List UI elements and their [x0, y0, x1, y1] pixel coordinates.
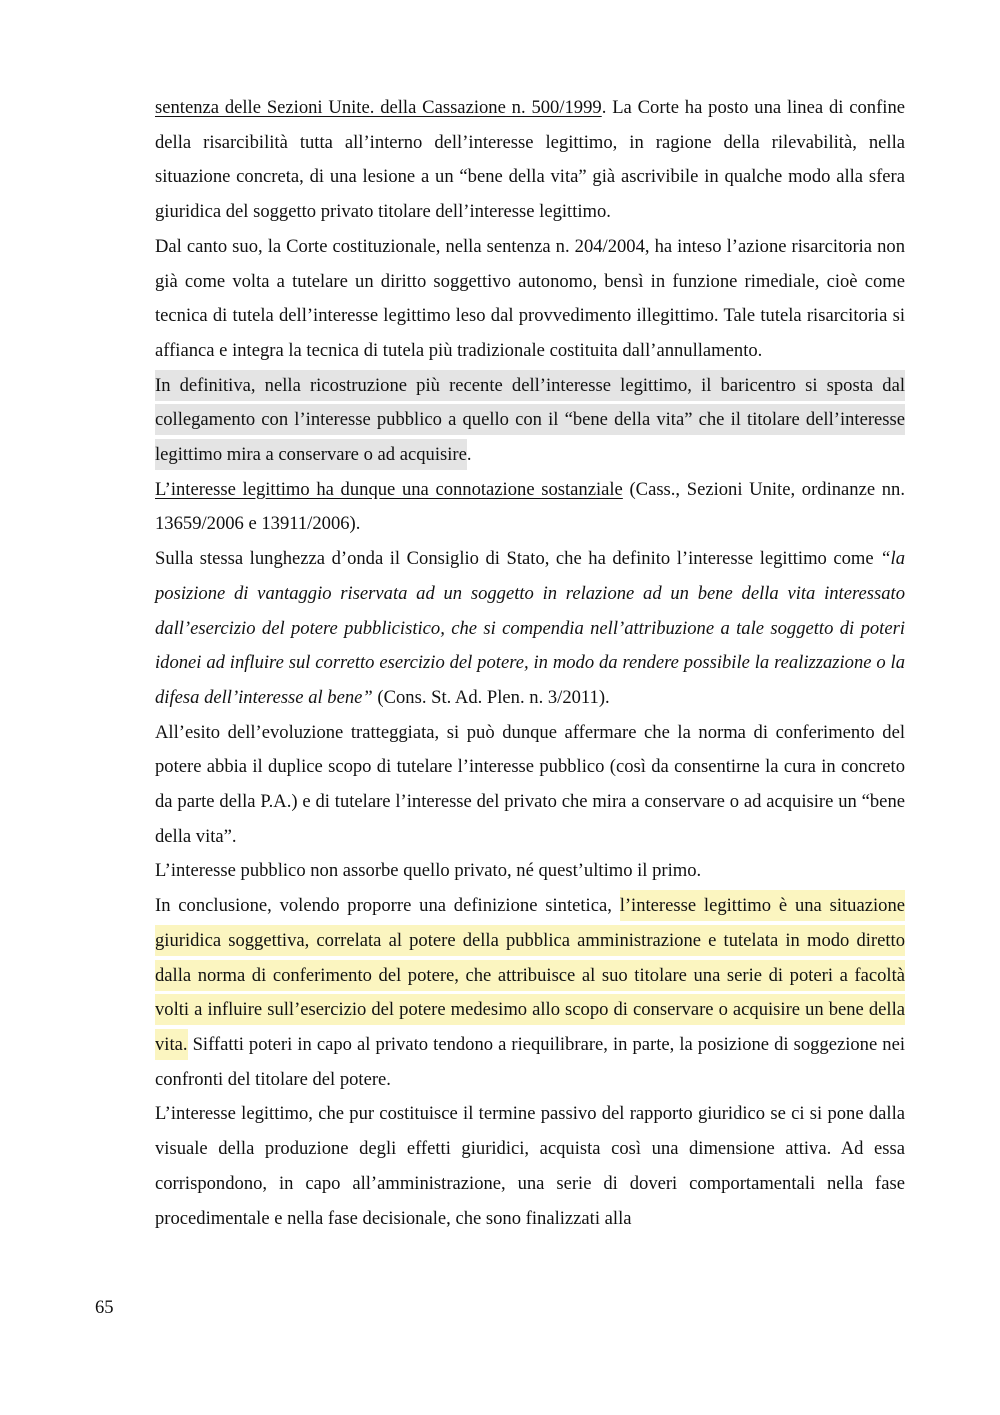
yellow-highlighted-definition: l’interesse legittimo è una situazione giuridica soggettiva, correlata al potere della pubblica amministrazione e tutelata in modo diretto dalla norma di conferimento del potere, che attribuisce al suo titolare una serie di poteri a facoltà volti a influire sull’esercizio del potere medesimo allo scopo di conservare o acquisire un bene della vita. — [155, 890, 905, 1060]
paragraph-5 — [155, 542, 905, 716]
paragraph-3-text: . — [466, 444, 472, 466]
paragraph-7-text: L’interesse pubblico non assorbe quello privato, né quest’ultimo il primo. — [155, 860, 702, 882]
paragraph-9-text: L’interesse legittimo, che pur costituisce il termine passivo del rapporto giuridico se ci si pone dalla visuale della produzione degli effetti giuridici, acquista così una dimensione attiva. Ad essa corrispondono, in capo all’amministrazione, una serie di doveri comportamentali nella fase procedimentale e nella fase decisionale, che sono finalizzati alla — [155, 1103, 905, 1229]
paragraph-2 — [155, 230, 905, 369]
paragraph-1 — [155, 91, 905, 230]
paragraph-4 — [155, 473, 905, 542]
page-number: 65 — [95, 1297, 114, 1318]
paragraph-8-lead: In conclusione, volendo proporre una definizione sintetica, — [155, 895, 620, 917]
paragraph-8-tail: Siffatti poteri in capo al privato tendono a riequilibrare, in parte, la posizione di soggezione nei confronti del titolare del potere. — [155, 1033, 905, 1090]
page-body — [155, 91, 905, 1236]
underlined-citation-cassazione: sentenza delle Sezioni Unite. della Cassazione n. 500/1999 — [155, 97, 602, 118]
paragraph-5-tail: (Cons. St. Ad. Plen. n. 3/2011). — [372, 686, 610, 708]
paragraph-9 — [155, 1097, 905, 1236]
italic-quotation-consiglio-di-stato: “la posizione di vantaggio riservata ad un soggetto in relazione ad un bene della vita interessato dall’esercizio del potere pubblicistico, che si compendia nell’attribuzione a tale soggetto di poteri idonei ad influire sul corretto esercizio del potere, in modo da rendere possibile la realizzazione o la difesa dell’interesse al bene” — [155, 548, 905, 708]
paragraph-6 — [155, 716, 905, 855]
paragraph-8 — [155, 889, 905, 1097]
paragraph-1-text: . La Corte ha posto una linea di confine della risarcibilità tutta all’interno dell’interesse legittimo, in ragione della rilevabilità, nella situazione concreta, di una lesione a un “bene della vita” già ascrivibile in qualche modo alla sfera giuridica del soggetto privato titolare dell’interesse legittimo. — [155, 97, 905, 223]
paragraph-2-text: Dal canto suo, la Corte costituzionale, nella sentenza n. 204/2004, ha inteso l’azione risarcitoria non già come volta a tutelare un diritto soggettivo autonomo, bensì in funzione rimediale, cioè come tecnica di tutela dell’interesse legittimo leso dal provvedimento illegittimo. Tale tutela risarcitoria si affianca e integra la tecnica di tutela più tradizionale costituita dall’annullamento. — [155, 235, 905, 361]
paragraph-6-text: All’esito dell’evoluzione tratteggiata, si può dunque affermare che la norma di conferimento del potere abbia il duplice scopo di tutelare l’interesse pubblico (così da consentirne la cura in concreto da parte della P.A.) e di tutelare l’interesse del privato che mira a conservare o ad acquisire un “bene della vita”. — [155, 721, 905, 847]
paragraph-4-text: (Cass., Sezioni Unite, ordinanze nn. 13659/2006 e 13911/2006). — [155, 478, 905, 535]
paragraph-7 — [155, 854, 905, 889]
paragraph-3 — [155, 369, 905, 473]
paragraph-5-lead: Sulla stessa lunghezza d’onda il Consiglio di Stato, che ha definito l’interesse legittimo come — [155, 548, 881, 570]
gray-highlighted-passage: In definitiva, nella ricostruzione più recente dell’interesse legittimo, il baricentro si sposta dal collegamento con l’interesse pubblico a quello con il “bene della vita” che il titolare dell’interesse legittimo mira a conservare o ad acquisire — [155, 370, 905, 470]
underlined-thesis: L’interesse legittimo ha dunque una connotazione sostanziale — [155, 478, 623, 500]
